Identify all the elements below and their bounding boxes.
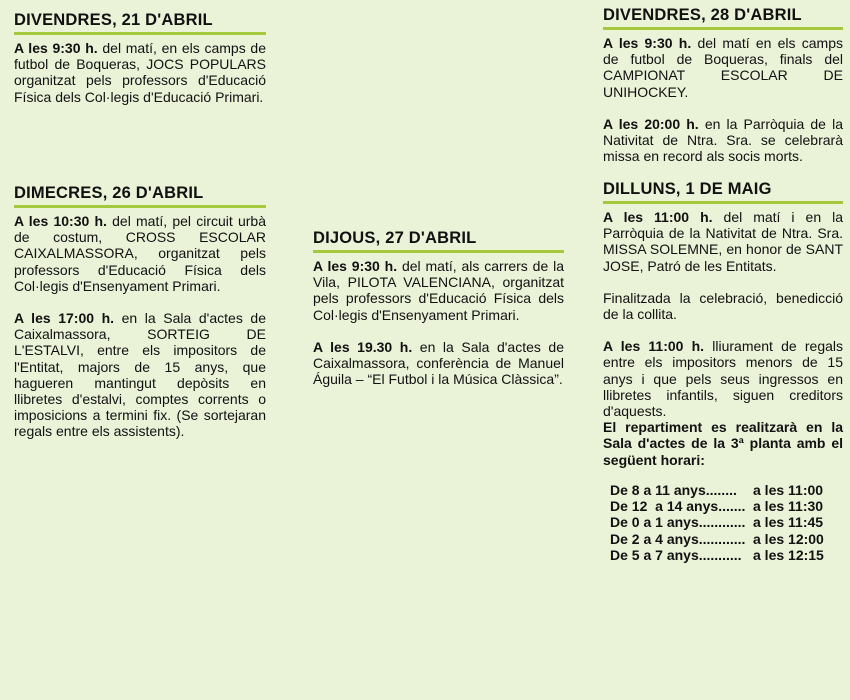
age-range: De 8 a 11 anys — [610, 481, 706, 498]
schedule-row — [610, 498, 824, 514]
section-heading: DILLUNS, 1 DE MAIG — [603, 180, 843, 204]
gift-schedule — [610, 482, 824, 563]
event-paragraph — [603, 209, 843, 274]
schedule-row — [610, 514, 824, 530]
leader-dots: ....... — [718, 498, 746, 515]
section-monday-1 — [603, 180, 843, 563]
schedule-time: a les 11:45 — [753, 514, 824, 531]
schedule-row — [610, 482, 824, 498]
event-paragraph — [603, 338, 843, 419]
event-paragraph — [14, 310, 266, 440]
event-time: A les 10:30 h. — [14, 213, 107, 229]
schedule-time: a les 11:00 — [753, 481, 824, 498]
event-text: del matí en els camps de futbol de Boqueras, finals del CAMPIONAT ESCOLAR DE UNIHOCKEY. — [603, 35, 843, 100]
event-paragraph — [14, 40, 266, 105]
schedule-time: a les 12:00 — [753, 530, 824, 547]
section-heading: DIVENDRES, 28 D'ABRIL — [603, 6, 843, 30]
event-paragraph — [313, 258, 564, 323]
event-time: A les 11:00 h. — [603, 338, 705, 355]
schedule-row — [610, 547, 824, 563]
event-text: del matí, en els camps de futbol de Boqueras, JOCS POPULARS organitzat pels professors d'Educació Física dels Col·legis d'Educació Primari. — [14, 40, 266, 105]
section-friday-21 — [14, 11, 266, 105]
event-paragraph — [603, 35, 843, 100]
event-text: del matí i en la Parròquia de la Nativitat de Ntra. Sra. MISSA SOLEMNE, en honor de SANT JOSE, Patró de les Entitats. — [603, 209, 844, 274]
section-friday-28 — [603, 6, 843, 164]
distribution-note: El repartiment es realitzarà en la Sala d'actes de la 3ª planta amb el següent horari: — [603, 419, 843, 468]
schedule-row — [610, 531, 824, 547]
leader-dots: ............ — [698, 530, 746, 547]
section-wednesday-26 — [14, 184, 266, 440]
event-text: en la Parròquia de la Nativitat de Ntra. Sra. se celebrarà missa en record als socis morts. — [603, 115, 843, 165]
event-paragraph — [603, 116, 843, 165]
age-range: De 0 a 1 anys — [610, 514, 699, 531]
section-heading: DIMECRES, 26 D'ABRIL — [14, 184, 266, 208]
leader-dots: ............ — [698, 514, 746, 531]
section-heading: DIVENDRES, 21 D'ABRIL — [14, 11, 266, 35]
event-time: A les 11:00 h. — [603, 209, 713, 225]
event-time: A les 20:00 h. — [603, 115, 699, 132]
event-time: A les 9:30 h. — [603, 35, 692, 51]
event-paragraph: Finalitzada la celebració, benedicció de la collita. — [603, 289, 843, 323]
section-thursday-27 — [313, 229, 564, 387]
leader-dots: ........... — [698, 547, 742, 564]
section-heading: DIJOUS, 27 D'ABRIL — [313, 229, 564, 253]
schedule-time: a les 11:30 — [753, 498, 824, 515]
event-time: A les 9:30 h. — [14, 40, 98, 56]
event-text: en la Sala d'actes de Caixalmassora, SORTEIG DE L'ESTALVI, entre els impositors de l'Entitat, majors de 15 anys, que hagueren mantingut depòsits en llibretes d'estalvi, comptes corrents o imposicions a termini fix. (Se sortejaran regals entre els assistents). — [14, 310, 266, 440]
event-time: A les 9:30 h. — [313, 258, 398, 274]
event-text: lliurament de regals entre els impositors menors de 15 anys i que pels seus ingressos en llibretes infantils, siguen creditors d'aquests. — [603, 338, 844, 420]
event-text: del matí, pel circuit urbà de costum, CROSS ESCOLAR CAIXALMASSORA, organitzat pels professors d'Educació Física dels Col·legis d'Ensenyament Primari. — [14, 213, 266, 294]
event-time: A les 19.30 h. — [313, 338, 413, 355]
leader-dots: ........ — [705, 481, 737, 498]
schedule-time: a les 12:15 — [753, 547, 824, 564]
age-range: De 2 a 4 anys — [610, 530, 699, 547]
event-paragraph — [14, 213, 266, 294]
event-text: en la Sala d'actes de Caixalmassora, conferència de Manuel Águila – “El Futbol i la Música Clàssica”. — [313, 338, 564, 388]
age-range: De 5 a 7 anys — [610, 547, 699, 564]
event-paragraph — [313, 339, 564, 388]
age-range: De 12 a 14 anys — [610, 498, 719, 515]
event-text: del matí, als carrers de la Vila, PILOTA VALENCIANA, organitzat pels professors d'Educació Física dels Col·legis d'Ensenyament Primari. — [313, 258, 565, 323]
event-time: A les 17:00 h. — [14, 310, 115, 327]
